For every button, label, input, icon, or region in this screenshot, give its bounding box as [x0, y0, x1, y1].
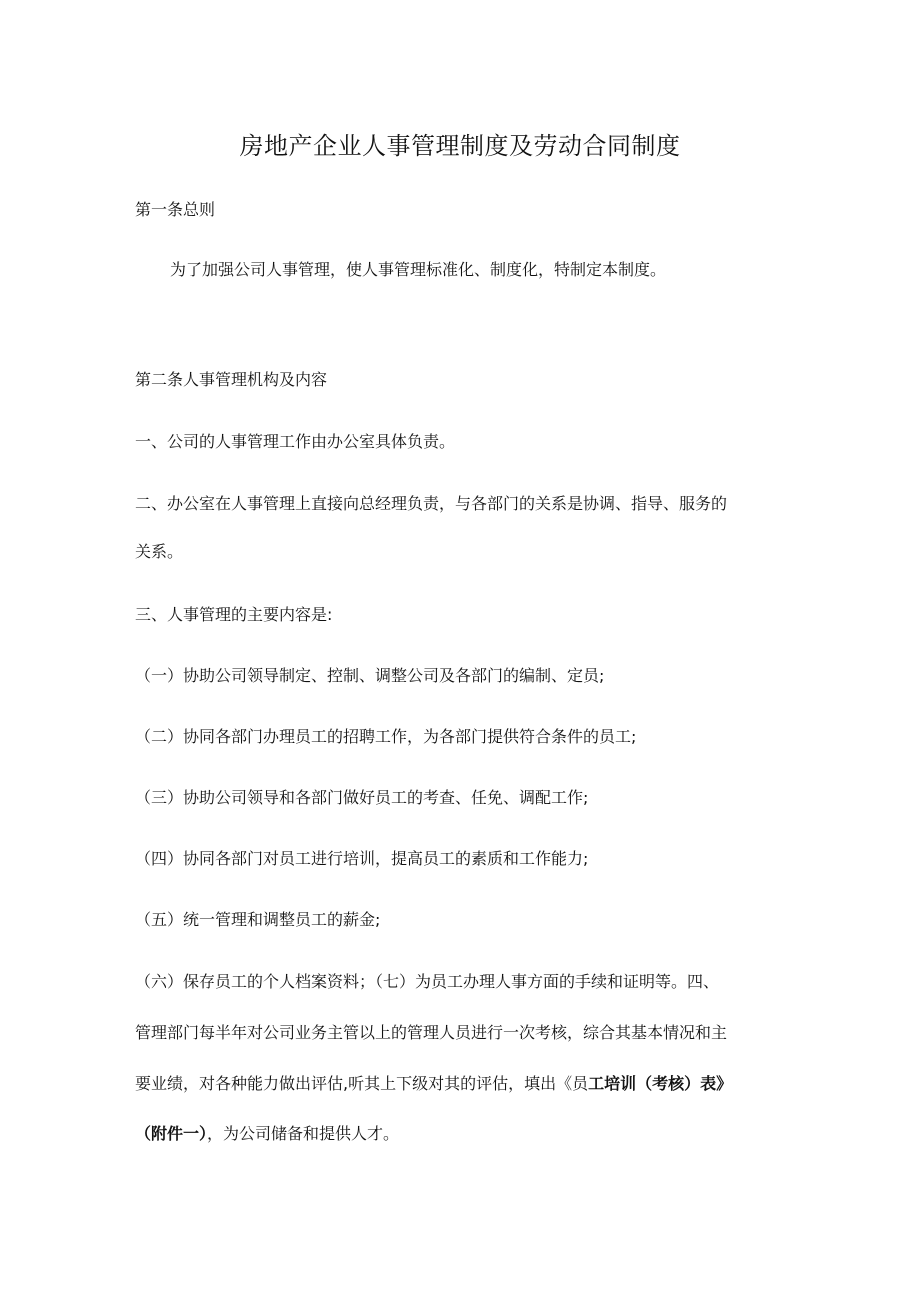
article2-heading: 第二条人事管理机构及内容: [135, 370, 328, 389]
article2-paragraph: [135, 970, 775, 1173]
document-title: 房地产企业人事管理制度及劳动合同制度: [239, 132, 681, 160]
attachment-ref-bold: （附件一）: [135, 1124, 208, 1143]
paragraph-line-3: [135, 1072, 775, 1096]
article1-body: 为了加强公司人事管理，使人事管理标准化、制度化，特制定本制度。: [170, 260, 667, 279]
article2-sub5: （五）统一管理和调整员工的薪金;: [135, 910, 381, 929]
paragraph-line-4: [135, 1122, 775, 1146]
article2-sub4: （四）协同各部门对员工进行培训，提高员工的素质和工作能力;: [135, 849, 589, 868]
paragraph-line-3-text: 要业绩，对各种能力做出评估,听其上下级对其的评估，填出《员: [135, 1074, 589, 1093]
article2-item2-line2: 关系。: [135, 542, 184, 561]
paragraph-line-1: （六）保存员工的个人档案资料；（七）为员工办理人事方面的手续和证明等。四、: [135, 972, 720, 991]
article2-sub2: （二）协同各部门办理员工的招聘工作，为各部门提供符合条件的员工;: [135, 727, 637, 746]
article2-sub1: （一）协助公司领导制定、控制、调整公司及各部门的编制、定员;: [135, 666, 605, 685]
article2-sub3: （三）协助公司领导和各部门做好员工的考查、任免、调配工作;: [135, 788, 589, 807]
article2-item2-line1: 二、办公室在人事管理上直接向总经理负责，与各部门的关系是协调、指导、服务的: [135, 494, 728, 513]
form-name-bold: 工培训（考核）表》: [588, 1074, 733, 1093]
paragraph-line-4-text: ，为公司储备和提供人才。: [207, 1124, 400, 1143]
article1-heading: 第一条总则: [135, 200, 216, 219]
article2-item3: 三、人事管理的主要内容是:: [135, 605, 333, 624]
paragraph-line-2: 管理部门每半年对公司业务主管以上的管理人员进行一次考核，综合其基本情况和主: [135, 1023, 728, 1042]
article2-item1: 一、公司的人事管理工作由办公室具体负责。: [135, 432, 456, 451]
